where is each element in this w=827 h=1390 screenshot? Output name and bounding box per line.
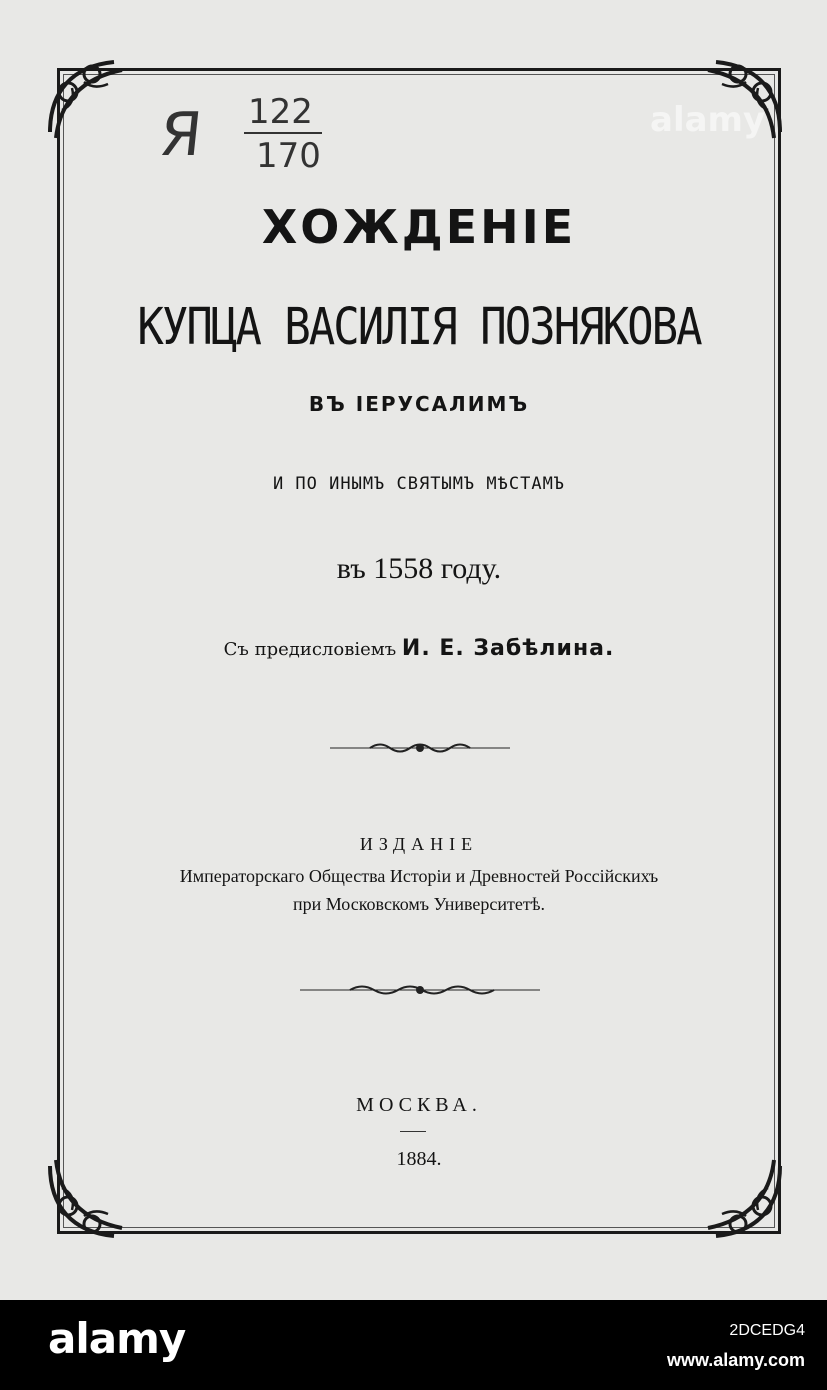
imprint-year: 1884. bbox=[396, 1148, 442, 1170]
publisher-heading: ИЗДАНІЕ bbox=[359, 834, 479, 854]
stock-footer bbox=[0, 1300, 827, 1390]
shelf-mark-letter: Я bbox=[156, 100, 206, 170]
brand-logo: alamy bbox=[48, 1314, 186, 1363]
preface-line bbox=[63, 636, 775, 661]
book-subtitle: КУПЦА ВАСИЛІЯ ПОЗНЯКОВА bbox=[137, 298, 701, 357]
preface-author: И. Е. Забѣлина. bbox=[401, 636, 615, 661]
other-places-line: И ПО ИНЫМЪ СВЯТЫМЪ МѢСТАМЪ bbox=[272, 474, 566, 494]
image-id: 2DCEDG4 bbox=[729, 1322, 805, 1339]
corner-flourish-icon bbox=[42, 52, 138, 148]
shelf-mark-divider bbox=[244, 132, 322, 134]
shelf-mark bbox=[156, 92, 350, 192]
publisher-society: Императорскаго Общества Исторіи и Древностей Россійскихъ bbox=[179, 866, 659, 886]
shelf-mark-bottom: 170 bbox=[256, 136, 321, 176]
shelf-mark-top: 122 bbox=[248, 92, 313, 132]
preface-prefix: Съ предисловіемъ bbox=[223, 639, 397, 660]
year-line: въ 1558 году. bbox=[336, 552, 502, 585]
divider-ornament-icon bbox=[330, 740, 510, 754]
divider-ornament-icon bbox=[300, 982, 540, 996]
book-title: ХОЖДЕНІЕ bbox=[261, 200, 577, 254]
watermark: alamy bbox=[650, 100, 766, 140]
destination-line: ВЪ ІЕРУСАЛИМЪ bbox=[308, 392, 530, 416]
imprint-city: МОСКВА. bbox=[356, 1094, 482, 1116]
publisher-university: при Московскомъ Университетѣ. bbox=[292, 894, 546, 914]
imprint-divider bbox=[400, 1131, 426, 1132]
site-url: www.alamy.com bbox=[666, 1350, 805, 1370]
